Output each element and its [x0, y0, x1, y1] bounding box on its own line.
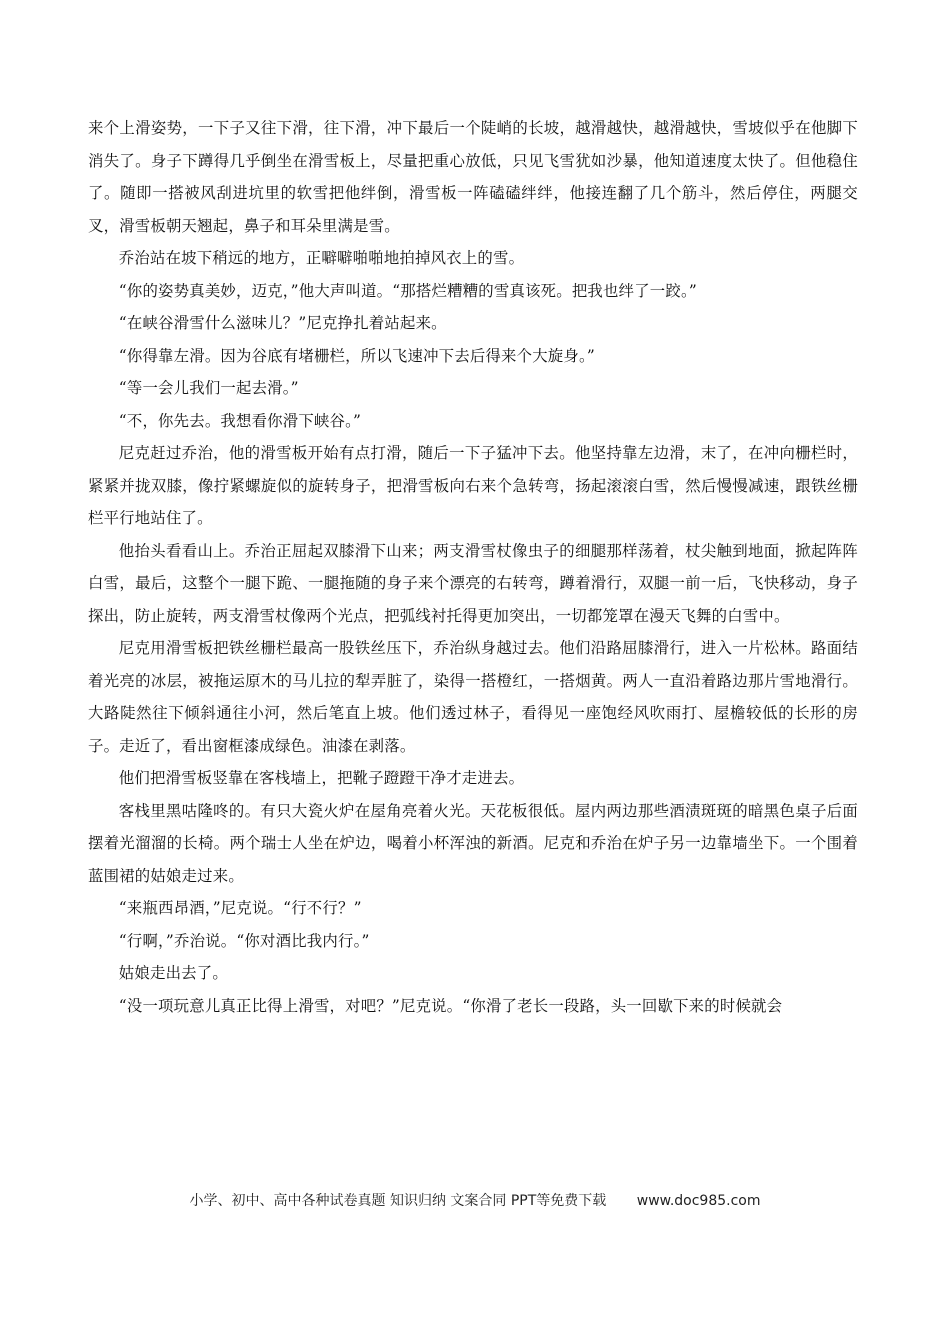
paragraph-4: “在峡谷滑雪什么滋味儿？”尼克挣扎着站起来。 [118, 314, 447, 332]
paragraph-8: 尼克赶过乔治，他的滑雪板开始有点打滑，随后一下子猛冲下去。他坚持靠左边滑，末了，在冲向栅栏时，紧紧并拢双膝，像拧紧螺旋似的旋转身子，把滑雪板向右来个急转弯，扬起滚滚白雪，然后慢慢减速，跟铁丝栅栏平行地站住了。 [88, 444, 858, 527]
paragraph-6: “等一会儿我们一起去滑。” [118, 379, 299, 397]
paragraph-10: 尼克用滑雪板把铁丝栅栏最高一股铁丝压下，乔治纵身越过去。他们沿路屈膝滑行，进入一片松林。路面结着光亮的冰层，被拖运原木的马儿拉的犁弄脏了，染得一搭橙红，一搭烟黄。两人一直沿着路边那片雪地滑行。大路陡然往下倾斜通往小河，然后笔直上坡。他们透过林子，看得见一座饱经风吹雨打、屋檐较低的长形的房子。走近了，看出窗框漆成绿色。油漆在剥落。 [88, 639, 858, 755]
footer-promo-text: 小学、初中、高中各种试卷真题 知识归纳 文案合同 PPT等免费下载 [189, 1193, 607, 1209]
paragraph-7: “不，你先去。我想看你滑下峡谷。” [118, 411, 362, 430]
document-body [88, 112, 858, 1022]
paragraph-1: 来个上滑姿势，一下子又往下滑，往下滑，冲下最后一个陡峭的长坡，越滑越快，越滑越快，雪坡似乎在他脚下消失了。身子下蹲得几乎倒坐在滑雪板上，尽量把重心放低，只见飞雪犹如沙暴，他知道速度太快了。但他稳住了。随即一搭被风刮进坑里的软雪把他绊倒，滑雪板一阵磕磕绊绊，他接连翻了几个筋斗，然后停住，两腿交叉，滑雪板朝天翘起，鼻子和耳朵里满是雪。 [88, 119, 858, 235]
paragraph-12: 客栈里黑咕隆咚的。有只大瓷火炉在屋角亮着火光。天花板很低。屋内两边那些酒渍斑斑的暗黑色桌子后面摆着光溜溜的长椅。两个瑞士人坐在炉边，喝着小杯浑浊的新酒。尼克和乔治在炉子另一边靠墙坐下。一个围着蓝围裙的姑娘走过来。 [88, 801, 858, 885]
paragraph-15: 姑娘走出去了。 [118, 964, 228, 982]
paragraph-9: 他抬头看看山上。乔治正屈起双膝滑下山来；两支滑雪杖像虫子的细腿那样荡着，杖尖触到地面，掀起阵阵白雪，最后，这整个一腿下跪、一腿拖随的身子来个漂亮的右转弯，蹲着滑行，双腿一前一后，飞快移动，身子探出，防止旋转，两支滑雪杖像两个光点，把弧线衬托得更加突出，一切都笼罩在漫天飞舞的白雪中。 [88, 541, 858, 625]
paragraph-13: “来瓶西昂酒，”尼克说。“行不行？” [118, 899, 362, 917]
paragraph-5: “你得靠左滑。因为谷底有堵栅栏，所以飞速冲下去后得来个大旋身。” [118, 346, 595, 365]
paragraph-16: “没一项玩意儿真正比得上滑雪，对吧？”尼克说。“你滑了老长一段路，头一回歇下来的时候就会 [118, 996, 783, 1015]
paragraph-2: 乔治站在坡下稍远的地方，正噼噼啪啪地拍掉风衣上的雪。 [118, 249, 525, 267]
paragraph-11: 他们把滑雪板竖靠在客栈墙上，把靴子蹬蹬干净才走进去。 [118, 769, 525, 787]
footer-website-link[interactable]: www.doc985.com [636, 1193, 761, 1209]
paragraph-3: “你的姿势真美妙，迈克，”他大声叫道。“那搭烂糟糟的雪真该死。把我也绊了一跤。” [118, 281, 697, 300]
page-footer [0, 1190, 950, 1210]
paragraph-14: “行啊，”乔治说。“你对酒比我内行。” [118, 931, 370, 950]
